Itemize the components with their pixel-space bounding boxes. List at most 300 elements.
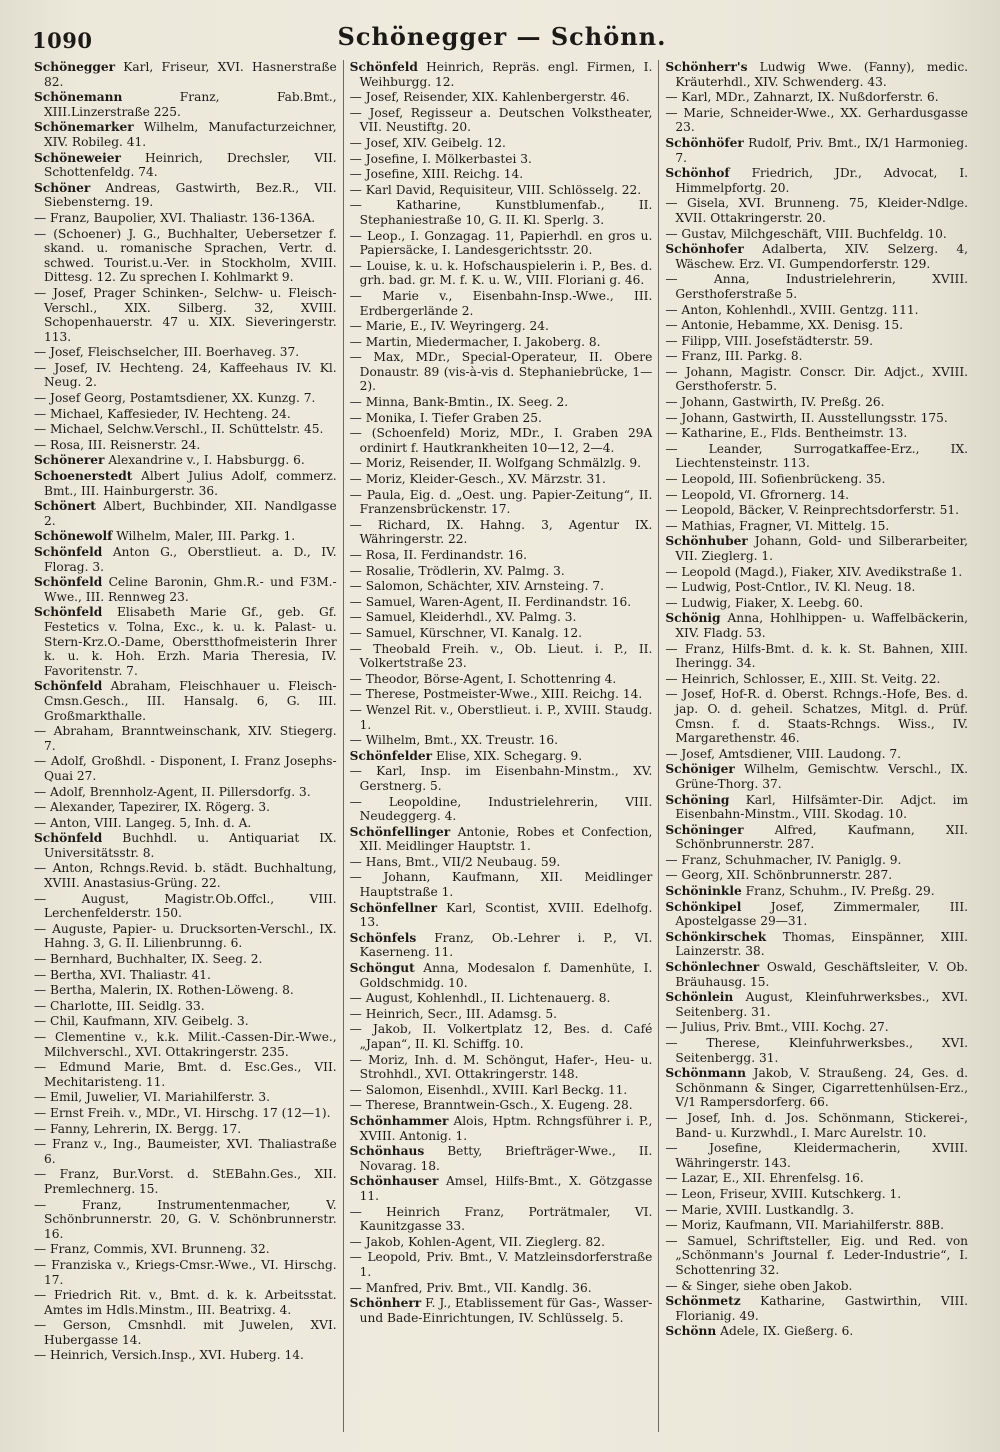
directory-entry: [350, 961, 653, 990]
entry-text: — Franz, Instrumentenmacher, V. Schönbrunnerstr. 20, G. V. Schönbrunnerstr. 16.: [34, 1197, 337, 1241]
entry-text: F. J., Etablissement für Gas-, Wasser- und Bade-Einrichtungen, IV. Schlüsselg. 5.: [359, 1296, 653, 1325]
entry-text: — Josefine, Kleidermacherin, XVIII. Währingerstr. 143.: [665, 1141, 969, 1170]
directory-entry: [350, 795, 653, 824]
entry-text: — Leopold, Priv. Bmt., V. Matzleinsdorferstraße 1.: [349, 1250, 653, 1279]
directory-entry: [350, 548, 653, 563]
entry-text: — Samuel, Kürschner, VI. Kanalg. 12.: [349, 625, 583, 640]
directory-entry: [665, 687, 968, 745]
entry-text: — Marie, XVIII. Lustkandlg. 3.: [665, 1202, 854, 1217]
directory-entry: [350, 152, 653, 167]
directory-entry: [34, 453, 337, 468]
entry-text: — Josef, IV. Hechteng. 24, Kaffeehaus IV. Kl. Neug. 2.: [34, 360, 337, 390]
directory-entry: [34, 1318, 337, 1347]
directory-entry: [34, 754, 337, 783]
directory-entry: [350, 395, 653, 410]
page-number: 1090: [32, 28, 93, 53]
entry-surname: Schönkirschek: [665, 929, 767, 944]
entry-text: — Moriz, Kaufmann, VII. Mariahilferstr. 88B.: [665, 1218, 944, 1233]
directory-entry: [665, 1279, 968, 1294]
entry-text: — Paula, Eig. d. „Oest. ung. Papier-Zeitung“, II. Franzensbrückenstr. 17.: [349, 487, 653, 517]
entry-surname: Schönhuber: [665, 534, 748, 549]
directory-entry: [665, 519, 968, 534]
directory-entry: [34, 391, 337, 406]
entry-text: — Adolf, Großhdl. - Disponent, I. Franz Josephs-Quai 27.: [34, 754, 337, 783]
entry-text: — Leopoldine, Industrielehrerin, VIII. Neudeggerg. 4.: [349, 794, 653, 824]
entry-surname: Schönfels: [349, 930, 417, 945]
entry-text: Adele, IX. Gießerg. 6.: [720, 1324, 854, 1339]
entry-text: — August, Kohlenhdl., II. Lichtenauerg. 8.: [349, 991, 611, 1006]
entry-text: — Karl, MDr., Zahnarzt, IX. Nußdorferstr. 6.: [665, 90, 939, 105]
directory-entry: [665, 1066, 968, 1110]
directory-entry: [34, 1014, 337, 1029]
directory-entry: [34, 816, 337, 831]
entry-text: — Johann, Kaufmann, XII. Meidlinger Hauptstraße 1.: [349, 870, 653, 900]
directory-entry: [665, 534, 968, 563]
entry-text: Karl, Hilfsämter-Dir. Adjct. im Eisenbahn-Minstm., VIII. Skodag. 10.: [675, 792, 969, 822]
entry-text: Friedrich, JDr., Advocat, I. Himmelpfortg. 20.: [675, 166, 969, 195]
directory-entry: [350, 426, 653, 455]
entry-text: August, Kleinfuhrwerksbes., XVI. Seitenberg. 31.: [675, 990, 969, 1019]
entry-text: — Samuel, Waren-Agent, II. Ferdinandstr. 16.: [349, 594, 632, 609]
entry-text: Heinrich, Drechsler, VII. Schottenfeldg. 74.: [44, 150, 337, 180]
entry-surname: Schönerer: [34, 453, 105, 468]
directory-entry: [350, 90, 653, 105]
directory-entry: [34, 952, 337, 967]
directory-entry: [665, 60, 968, 89]
directory-entry: [665, 990, 968, 1019]
directory-entry: [350, 319, 653, 334]
directory-entry: [665, 611, 968, 640]
entry-text: — Therese, Branntwein-Gsch., X. Eugeng. 28.: [349, 1098, 633, 1113]
entry-text: Anna, Modesalon f. Damenhüte, I. Goldschmidg. 10.: [359, 961, 653, 990]
entry-text: — Ludwig, Post-Cntlor., IV. Kl. Neug. 18.: [665, 580, 916, 595]
directory-entry: [350, 1098, 653, 1113]
entry-text: — Therese, Kleinfuhrwerksbes., XVI. Seitenbergg. 31.: [665, 1036, 969, 1065]
directory-entry: [665, 823, 968, 852]
entry-text: — Anton, VIII. Langeg. 5, Inh. d. A.: [34, 815, 252, 830]
directory-entry: [34, 892, 337, 921]
entry-text: — Gustav, Milchgeschäft, VIII. Buchfeldg. 10.: [665, 226, 947, 241]
directory-entry: [350, 289, 653, 318]
directory-entry: [665, 303, 968, 318]
directory-entry: [34, 211, 337, 226]
entry-text: — Katharine, Kunstblumenfab., II. Stephaniestraße 10, G. II. Kl. Sperlg. 3.: [349, 198, 653, 227]
directory-entry: [350, 60, 653, 89]
directory-entry: [350, 870, 653, 899]
directory-entry: [34, 227, 337, 285]
directory-entry: [350, 229, 653, 258]
directory-entry: [350, 1114, 653, 1143]
directory-entry: [665, 762, 968, 791]
entry-text: — Rosa, III. Reisnerstr. 24.: [34, 437, 201, 452]
entry-text: — Auguste, Papier- u. Drucksorten-Verschl., IX. Hahng. 3, G. II. Lilienbrunng. 6.: [34, 921, 337, 951]
directory-entry: [665, 900, 968, 929]
entry-text: Abraham, Fleischhauer u. Fleisch-Cmsn.Gesch., III. Hansalg. 6, G. III. Großmarkthalle.: [44, 679, 337, 723]
entry-text: Amsel, Hilfs-Bmt., X. Götzgasse 11.: [359, 1174, 653, 1203]
entry-surname: Schönkipel: [665, 899, 742, 914]
entry-text: Jakob, V. Straußeng. 24, Ges. d. Schönmann & Singer, Cigarrettenhülsen-Erz., V/1 Rampersdorferg. 66.: [675, 1066, 969, 1110]
directory-entry: [350, 1235, 653, 1250]
directory-entry: [34, 1060, 337, 1089]
entry-surname: Schönfeld: [34, 679, 103, 694]
entry-text: — Jakob, Kohlen-Agent, VII. Zieglerg. 82.: [349, 1234, 605, 1249]
entry-text: — Louise, k. u. k. Hofschauspielerin i. P., Bes. d. grh. bad. gr. M. f. K. u. W., VIII. Floriani g. 46.: [349, 258, 653, 288]
directory-entry: [350, 1083, 653, 1098]
directory-entry: [665, 426, 968, 441]
directory-entry: [34, 1242, 337, 1257]
entry-text: — Josef, Prager Schinken-, Selchw- u. Fleisch-Verschl., XIX. Silberg. 32, XVIII. Schopenhauerstr. 47 u. XIX. Sieveringerstr. 113.: [34, 285, 337, 344]
directory-entry: [665, 1294, 968, 1323]
entry-text: — Rosalie, Trödlerin, XV. Palmg. 3.: [349, 563, 565, 578]
entry-surname: Schönig: [665, 611, 721, 626]
directory-entry: [665, 411, 968, 426]
entry-surname: Schönfeld: [34, 575, 103, 590]
entry-text: — Adolf, Brennholz-Agent, II. Pillersdorfg. 3.: [34, 784, 311, 799]
entry-text: — Georg, XII. Schönbrunnerstr. 287.: [665, 868, 893, 883]
entry-text: — Samuel, Kleiderhdl., XV. Palmg. 3.: [349, 610, 577, 625]
entry-text: — Bernhard, Buchhalter, IX. Seeg. 2.: [34, 952, 263, 967]
entry-text: Alexandrine v., I. Habsburgg. 6.: [108, 453, 305, 468]
directory-entry: [665, 930, 968, 959]
entry-text: — Leop., I. Gonzagag. 11, Papierhdl. en gros u. Papiersäcke, I. Landesgerichtsstr. 20.: [349, 228, 653, 258]
entry-text: — Hans, Bmt., VII/2 Neubaug. 59.: [349, 854, 561, 869]
directory-entry: [665, 318, 968, 333]
entry-text: Buchhdl. u. Antiquariat IX. Universitätsstr. 8.: [44, 831, 337, 860]
entry-surname: Schönhofer: [665, 242, 744, 257]
directory-entry: [665, 853, 968, 868]
entry-surname: Schönmetz: [665, 1294, 741, 1309]
directory-entry: [34, 968, 337, 983]
entry-text: — Gisela, XVI. Brunneng. 75, Kleider-Ndlge. XVII. Ottakringerstr. 20.: [665, 196, 969, 225]
directory-entry: [350, 1281, 653, 1296]
entry-text: — Charlotte, III. Seidlg. 33.: [34, 998, 205, 1013]
entry-text: — Theodor, Börse-Agent, I. Schottenring 4.: [349, 671, 617, 686]
entry-surname: Schönn: [665, 1324, 717, 1339]
directory-entry: [665, 1203, 968, 1218]
directory-entry: [350, 1144, 653, 1173]
entry-text: — Samuel, Schriftsteller, Eig. und Red. von „Schönmann's Journal f. Leder-Industrie“, I. Schottenring 32.: [665, 1233, 969, 1277]
directory-entry: [34, 575, 337, 604]
directory-entry: [34, 120, 337, 149]
directory-entry: [34, 407, 337, 422]
entry-text: Antonie, Robes et Confection, XII. Meidlinger Hauptstr. 1.: [359, 824, 653, 854]
directory-entry: [350, 579, 653, 594]
entry-text: — Leon, Friseur, XVIII. Kutschkerg. 1.: [665, 1186, 902, 1201]
entry-text: Katharine, Gastwirthin, VIII. Florianig. 49.: [675, 1294, 969, 1323]
entry-surname: Schönhof: [665, 166, 730, 181]
entry-text: — Anton, Kohlenhdl., XVIII. Gentzg. 111.: [665, 302, 919, 317]
directory-entry: [350, 626, 653, 641]
directory-entry: [665, 868, 968, 883]
directory-entry: [34, 181, 337, 210]
directory-entry: [350, 991, 653, 1006]
entry-text: — August, Magistr.Ob.Offcl., VIII. Lerchenfelderstr. 150.: [34, 891, 337, 921]
directory-entry: [665, 596, 968, 611]
directory-entry: [34, 151, 337, 180]
entry-text: — Franz v., Ing., Baumeister, XVI. Thaliastraße 6.: [34, 1137, 337, 1166]
entry-text: Franz, Ob.-Lehrer i. P., VI. Kaserneng. 11.: [359, 930, 653, 960]
directory-entry: [34, 785, 337, 800]
entry-text: — Minna, Bank-Bmtin., IX. Seeg. 2.: [349, 395, 569, 410]
entry-text: — Bertha, Malerin, IX. Rothen-Löweng. 8.: [34, 983, 294, 998]
directory-entry: [34, 605, 337, 678]
entry-text: Josef, Zimmermaler, III. Apostelgasse 29—31.: [675, 899, 969, 929]
entry-text: — Josef, Regisseur a. Deutschen Volkstheater, VII. Neustiftg. 20.: [349, 105, 653, 135]
directory-entry: [350, 136, 653, 151]
entry-text: — Josefine, XIII. Reichg. 14.: [349, 167, 524, 182]
entry-text: Karl, Scontist, XVIII. Edelhofg. 13.: [359, 900, 653, 930]
directory-entry: [665, 1187, 968, 1202]
directory-entry: [34, 1198, 337, 1242]
entry-surname: Schönegger: [34, 60, 116, 74]
entry-text: — Moriz, Kleider-Gesch., XV. Märzstr. 31.: [349, 472, 606, 487]
entry-surname: Schönfeld: [34, 605, 103, 620]
running-title: Schönegger — Schönn.: [337, 22, 667, 51]
entry-text: — Emil, Juwelier, VI. Mariahilferstr. 3.: [34, 1090, 270, 1105]
directory-entry: [350, 764, 653, 793]
entry-text: Alois, Hptm. Rchngsführer i. P., XVIII. Antonig. 1.: [359, 1113, 653, 1143]
entry-text: — Moriz, Inh. d. M. Schöngut, Hafer-, Heu- u. Strohhdl., XVI. Ottakringerstr. 148.: [349, 1052, 653, 1082]
entry-text: Anton G., Oberstlieut. a. D., IV. Florag. 3.: [44, 545, 337, 574]
entry-text: — Josefine, I. Mölkerbastei 3.: [349, 151, 532, 166]
entry-text: Thomas, Einspänner, XIII. Lainzerstr. 38.: [675, 929, 969, 959]
entry-text: — Martin, Miedermacher, I. Jakoberg. 8.: [349, 334, 601, 349]
entry-text: Celine Baronin, Ghm.R.- und F3M.-Wwe., III. Rennweg 23.: [44, 575, 337, 604]
directory-entry: [350, 672, 653, 687]
entry-surname: Schönfelder: [349, 748, 433, 763]
entry-text: — Franz, Schuhmacher, IV. Paniglg. 9.: [665, 852, 902, 867]
directory-entry: [665, 747, 968, 762]
entry-text: — (Schoener) J. G., Buchhalter, Uebersetzer f. skand. u. romanische Sprachen, Vertr. d. schwed. Tourist.u.-Ver. in Stockholm, XVIII. Dittesg. 12. Zu sprechen I. Kohlmarkt 9.: [34, 226, 337, 285]
directory-entry: [34, 1122, 337, 1137]
directory-entry: [34, 286, 337, 344]
entry-text: — Josef, Fleischselcher, III. Boerhaveg. 37.: [34, 345, 300, 360]
entry-text: — Franziska v., Kriegs-Cmsr.-Wwe., VI. Hirschg. 17.: [34, 1257, 337, 1287]
entry-text: Rudolf, Priv. Bmt., IX/1 Harmonieg. 7.: [675, 135, 969, 165]
entry-text: — Leander, Surrogatkaffee-Erz., IX. Liechtensteinstr. 113.: [665, 441, 969, 471]
directory-entry: [34, 438, 337, 453]
entry-text: — Abraham, Branntweinschank, XIV. Stiegerg. 7.: [34, 724, 337, 753]
entry-text: — Edmund Marie, Bmt. d. Esc.Ges., VII. Mechitaristeng. 11.: [34, 1060, 337, 1089]
directory-entry: [665, 395, 968, 410]
page-header: [32, 18, 972, 62]
directory-entry: [665, 1020, 968, 1035]
directory-entry: [350, 411, 653, 426]
directory-entry: [665, 90, 968, 105]
directory-entry: [34, 983, 337, 998]
directory-entry: [350, 749, 653, 764]
entry-surname: Schönfellinger: [349, 824, 451, 839]
entry-text: Betty, Briefträger-Wwe., II. Novarag. 18.: [359, 1144, 653, 1173]
directory-entry: [350, 106, 653, 135]
directory-entry: [665, 580, 968, 595]
entry-surname: Schöning: [665, 792, 730, 807]
entry-text: Wilhelm, Maler, III. Parkg. 1.: [116, 529, 296, 544]
entry-text: Albert Julius Adolf, commerz. Bmt., III. Hainburgerstr. 36.: [44, 469, 337, 498]
directory-entry: [34, 679, 337, 723]
directory-entry: [665, 166, 968, 195]
directory-entry: [665, 1234, 968, 1278]
directory-entry: [350, 456, 653, 471]
entry-surname: Schöneweier: [34, 150, 121, 165]
entry-surname: Schöninkle: [665, 884, 742, 899]
entry-text: — Filipp, VIII. Josefstädterstr. 59.: [665, 333, 874, 348]
directory-entry: [665, 960, 968, 989]
directory-entry: [350, 1022, 653, 1051]
directory-entry: [34, 724, 337, 753]
directory-entry: [350, 825, 653, 854]
entry-text: — Marie v., Eisenbahn-Insp.-Wwe., III. Erdbergerlände 2.: [349, 288, 653, 318]
entry-text: — Johann, Gastwirth, IV. Preßg. 26.: [665, 395, 885, 410]
directory-entry: [350, 687, 653, 702]
entry-text: Oswald, Geschäftsleiter, V. Ob. Bräuhausg. 15.: [675, 960, 969, 989]
entry-text: Franz, Schuhm., IV. Preßg. 29.: [745, 884, 935, 899]
directory-entry: [665, 106, 968, 135]
text-columns: [28, 60, 974, 1432]
directory-entry: [34, 545, 337, 574]
entry-surname: Schönemann: [34, 90, 123, 105]
directory-entry: [350, 259, 653, 288]
entry-text: Andreas, Gastwirth, Bez.R., VII. Siebensterng. 19.: [44, 180, 337, 210]
directory-entry: [34, 529, 337, 544]
directory-entry: [350, 1007, 653, 1022]
entry-text: — Heinrich, Schlosser, E., XIII. St. Veitg. 22.: [665, 671, 941, 686]
entry-text: — Johann, Gastwirth, II. Ausstellungsstr. 175.: [665, 410, 948, 425]
entry-text: — Richard, IX. Hahng. 3, Agentur IX. Währingerstr. 22.: [349, 517, 653, 547]
entry-text: — Jakob, II. Volkertplatz 12, Bes. d. Café „Japan“, II. Kl. Schiffg. 10.: [349, 1022, 653, 1051]
directory-entry: [34, 831, 337, 860]
directory-entry: [350, 733, 653, 748]
directory-entry: [350, 472, 653, 487]
directory-entry: [350, 610, 653, 625]
directory-entry: [665, 1111, 968, 1140]
directory-entry: [350, 703, 653, 732]
entry-text: — Franz, Bur.Vorst. d. StEBahn.Ges., XII. Premlechnerg. 15.: [34, 1167, 337, 1196]
directory-entry: [34, 922, 337, 951]
entry-text: — Monika, I. Tiefer Graben 25.: [349, 410, 542, 425]
column-right: [658, 60, 974, 1432]
entry-text: — Ernst Freih. v., MDr., VI. Hirschg. 17 (12—1).: [34, 1105, 331, 1120]
entry-text: — Johann, Magistr. Conscr. Dir. Adjct., XVIII. Gersthoferstr. 5.: [665, 364, 969, 394]
entry-text: — & Singer, siehe oben Jakob.: [665, 1278, 853, 1293]
directory-entry: [350, 488, 653, 517]
directory-entry: [34, 999, 337, 1014]
entry-text: — Anton, Rchngs.Revid. b. städt. Buchhaltung, XVIII. Anastasius-Grüng. 22.: [34, 861, 337, 891]
directory-entry: [665, 884, 968, 899]
directory-entry: [665, 1218, 968, 1233]
directory-entry: [34, 422, 337, 437]
entry-surname: Schönfeld: [34, 545, 103, 559]
entry-text: — Josef, XIV. Geibelg. 12.: [349, 135, 506, 150]
entry-text: Alfred, Kaufmann, XII. Schönbrunnerstr. 287.: [675, 822, 969, 852]
entry-text: Karl, Friseur, XVI. Hasnerstraße 82.: [44, 60, 337, 89]
directory-entry: [665, 1171, 968, 1186]
entry-text: — Josef, Hof-R. d. Oberst. Rchngs.-Hofe, Bes. d. jap. O. d. geheil. Schatzes, Mitgl. d. Prüf. Cmsn. f. d. Staats-Rchngs. Wiss., IV. Margarethenstr. 46.: [665, 687, 969, 746]
entry-surname: Schönherr's: [665, 60, 748, 74]
entry-text: Franz, Fab.Bmt., XIII.Linzerstraße 225.: [44, 90, 337, 119]
entry-text: — Franz, Hilfs-Bmt. d. k. k. St. Bahnen, XIII. Iheringg. 34.: [665, 641, 969, 671]
directory-entry: [350, 595, 653, 610]
entry-text: — Manfred, Priv. Bmt., VII. Kandlg. 36.: [349, 1280, 592, 1295]
directory-entry: [665, 334, 968, 349]
directory-entry: [665, 642, 968, 671]
directory-entry: [665, 488, 968, 503]
entry-text: — Salomon, Schächter, XIV. Arnsteing. 7.: [349, 579, 605, 594]
entry-text: — Wenzel Rit. v., Oberstlieut. i. P., XVIII. Staudg. 1.: [349, 702, 653, 732]
entry-text: — Moriz, Reisender, II. Wolfgang Schmälzlg. 9.: [349, 456, 641, 471]
entry-text: — Lazar, E., XII. Ehrenfelsg. 16.: [665, 1171, 864, 1186]
entry-text: — Friedrich Rit. v., Bmt. d. k. k. Arbeitsstat. Amtes im Hdls.Minstm., III. Beatrixg. 4.: [34, 1288, 337, 1317]
entry-text: — Theobald Freih. v., Ob. Lieut. i. P., II. Volkertstraße 23.: [349, 641, 653, 671]
entry-text: — Michael, Kaffesieder, IV. Hechteng. 24.: [34, 406, 291, 421]
entry-surname: Schönlechner: [665, 960, 760, 975]
entry-text: Johann, Gold- und Silberarbeiter, VII. Zieglerg. 1.: [675, 534, 969, 563]
directory-entry: [34, 1288, 337, 1317]
entry-text: Albert, Buchbinder, XII. Nandlgasse 2.: [44, 499, 337, 528]
entry-text: — Chil, Kaufmann, XIV. Geibelg. 3.: [34, 1014, 249, 1029]
entry-surname: Schönert: [34, 499, 96, 514]
directory-entry: [350, 901, 653, 930]
entry-text: — Leopold, Bäcker, V. Reinprechtsdorferstr. 51.: [665, 503, 960, 518]
entry-text: — Josef, Amtsdiener, VIII. Laudong. 7.: [665, 746, 902, 761]
directory-entry: [34, 1258, 337, 1287]
entry-text: — Franz, Baupolier, XVI. Thaliastr. 136-136A.: [34, 210, 316, 225]
directory-entry: [665, 349, 968, 364]
directory-entry: [34, 499, 337, 528]
entry-text: — Heinrich, Secr., III. Adamsg. 5.: [349, 1006, 558, 1021]
entry-surname: Schöninger: [665, 822, 744, 837]
directory-entry: [665, 365, 968, 394]
entry-text: — Antonie, Hebamme, XX. Denisg. 15.: [665, 318, 903, 333]
directory-entry: [350, 855, 653, 870]
directory-entry: [665, 672, 968, 687]
entry-text: — Michael, Selchw.Verschl., II. Schüttelstr. 45.: [34, 422, 324, 437]
entry-text: Adalberta, XIV. Selzerg. 4, Wäschew. Erz. VI. Gumpendorferstr. 129.: [675, 242, 969, 271]
entry-text: — Leopold (Magd.), Fiaker, XIV. Avedikstraße 1.: [665, 564, 963, 579]
entry-text: Wilhelm, Gemischtw. Verschl., IX. Grüne-Thorg. 37.: [675, 762, 969, 791]
directory-entry: [34, 1137, 337, 1166]
directory-entry: [350, 1053, 653, 1082]
entry-text: — Salomon, Eisenhdl., XVIII. Karl Beckg. 11.: [349, 1082, 628, 1097]
directory-entry: [665, 442, 968, 471]
entry-text: — Josef, Inh. d. Jos. Schönmann, Stickerei-, Band- u. Kurzwhdl., I. Marc Aurelstr. 10.: [665, 1110, 969, 1140]
directory-entry: [350, 350, 653, 394]
entry-surname: Schönmann: [665, 1066, 746, 1081]
entry-surname: Schönewolf: [34, 529, 113, 544]
entry-text: — Franz, III. Parkg. 8.: [665, 349, 803, 364]
directory-entry: [665, 136, 968, 165]
directory-entry: [350, 642, 653, 671]
entry-text: — Josef, Reisender, XIX. Kahlenbergerstr. 46.: [349, 90, 630, 105]
entry-surname: Schönfellner: [349, 900, 438, 915]
directory-entry: [350, 931, 653, 960]
entry-text: — Rosa, II. Ferdinandstr. 16.: [349, 548, 527, 562]
directory-entry: [34, 60, 337, 89]
directory-entry: [34, 361, 337, 390]
entry-surname: Schönhammer: [349, 1113, 449, 1128]
entry-text: — Alexander, Tapezirer, IX. Rögerg. 3.: [34, 800, 271, 815]
entry-text: — Ludwig, Fiaker, X. Leebg. 60.: [665, 595, 864, 610]
entry-surname: Schoenerstedt: [34, 469, 133, 484]
directory-entry: [350, 1250, 653, 1279]
entry-text: — Anna, Industrielehrerin, XVIII. Gersthoferstraße 5.: [665, 272, 969, 301]
directory-entry: [665, 793, 968, 822]
entry-surname: Schöniger: [665, 762, 735, 777]
directory-entry: [34, 1348, 337, 1363]
directory-entry: [665, 196, 968, 225]
entry-surname: Schönfeld: [349, 60, 418, 74]
column-left: [28, 60, 343, 1432]
